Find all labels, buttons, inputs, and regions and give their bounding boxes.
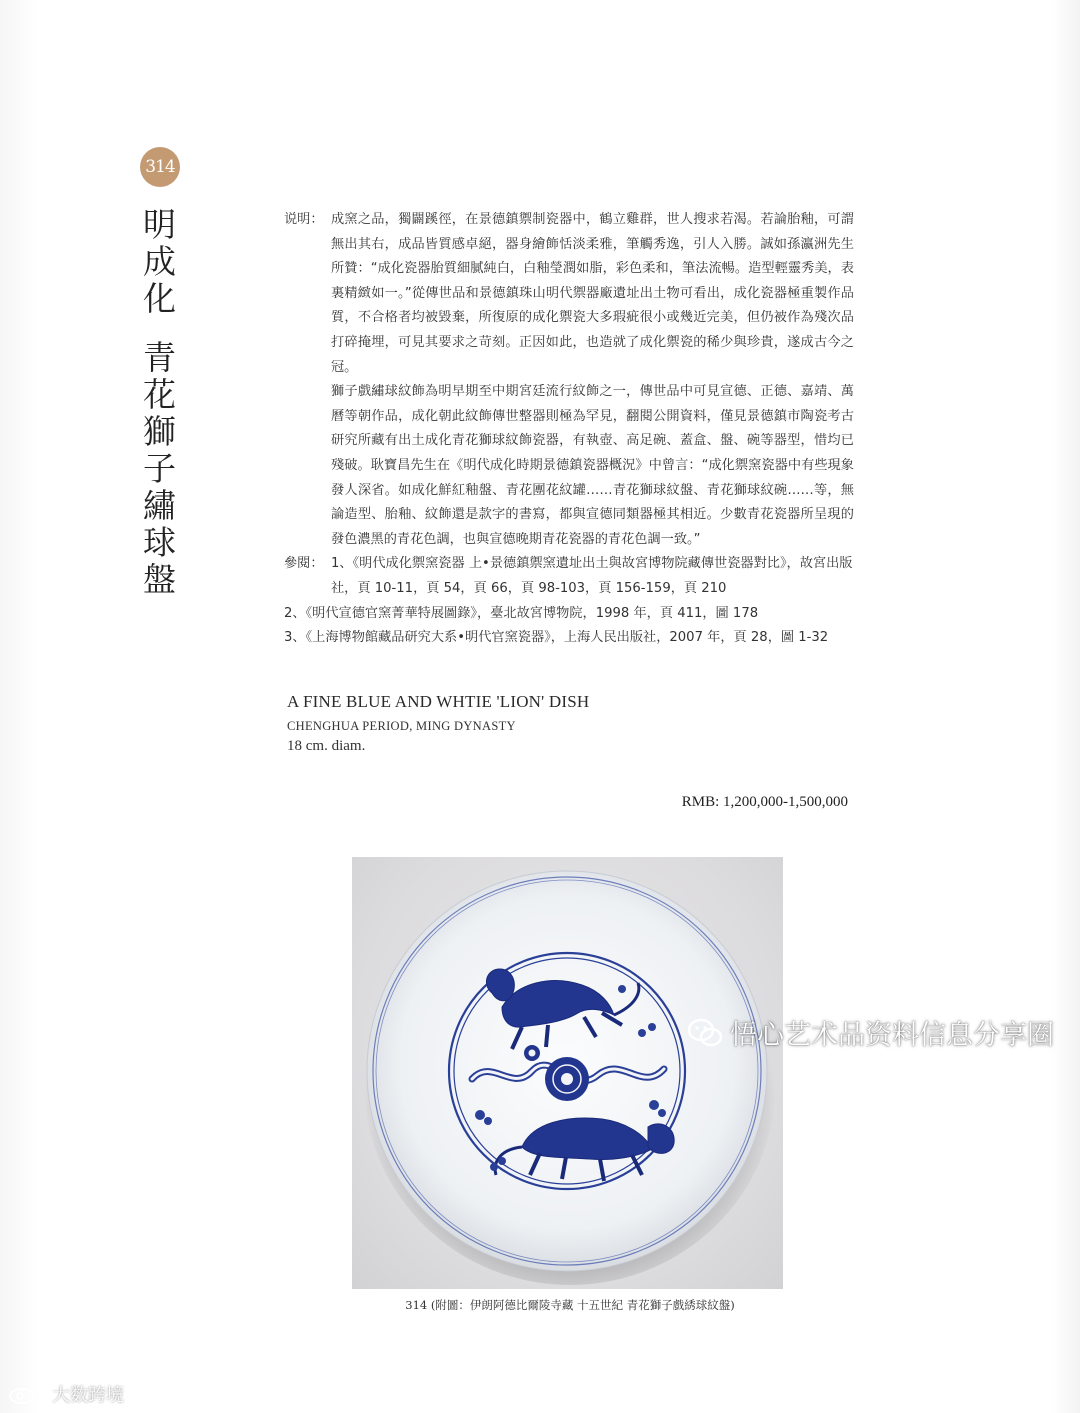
title-object: 青花獅子繡球盤 [138, 340, 177, 599]
description-label: 说明： [284, 212, 324, 227]
description-paragraph-1 [284, 208, 854, 380]
reference-item: 2、《明代宣德官窯菁華特展圖錄》，臺北故宮博物院，1998 年，頁 411，圖 178 [284, 605, 759, 621]
description-paragraph-2: 獅子戲繡球紋飾為明早期至中期宮廷流行紋飾之一，傳世品中可見宣德、正德、嘉靖、萬曆等朝作品，成化朝此紋飾傳世整器則極為罕見，翻閱公開資料，僅見景德鎮市陶瓷考古研究所藏有出土成化青花獅球紋飾瓷器，有執壺、高足碗、蓋盒、盤、碗等器型，惜均已殘破。耿寶昌先生在《明代成化時期景德鎮瓷器概況》中曾言：“成化禦窯瓷器中有些現象發人深省。如成化鮮紅釉盤、青花團花紋罐……青花獅球紋盤、青花獅球紋碗……等，無論造型、胎釉、紋飾還是款字的書寫，都與宣德同類器極其相近。少數青花瓷器所呈現的發色濃黑的青花色調，也與宣德晚期青花瓷器的青花色調一致。” [331, 384, 854, 547]
reference-item: 1、《明代成化禦窯瓷器 上•景德鎮禦窯遺址出土與故宮博物院藏傳世瓷器對比》，故宮出版社，頁 10-11，頁 54，頁 66，頁 98-103，頁 156-159，頁 210 [331, 556, 853, 596]
watermark-right [688, 1013, 1054, 1052]
watermark-left [8, 1381, 124, 1407]
dimensions: 18 cm. diam. [287, 738, 366, 754]
description-block [284, 208, 854, 651]
reference-item: 3、《上海博物館藏品研究大系•明代官窯瓷器》，上海人民出版社，2007 年，頁 28，圖 1-32 [284, 630, 829, 646]
description-text-1: 成窯之品，獨闢蹊徑，在景德鎮禦制瓷器中，鶴立雞群，世人搜求若渴。若論胎釉，可謂無出其右，成品皆質感卓絕，器身繪飾恬淡柔雅，筆觸秀逸，引人入勝。誠如孫瀛洲先生所贊：“成化瓷器胎質細膩純白，白釉瑩潤如脂，彩色柔和，筆法流暢。造型輕靈秀美，表裏精緻如一。”從傳世品和景德鎮珠山明代禦器廠遺址出土物可看出，成化瓷器極重製作品質，不合格者均被毀棄，所復原的成化禦瓷大多瑕疵很小或幾近完美，但仍被作為殘次品打碎掩埋，可見其要求之苛刻。正因如此，也造就了成化禦瓷的稀少與珍貴，遂成古今之冠。 [331, 212, 854, 375]
dish-photo [352, 857, 783, 1289]
title-dynasty: 明成化 [138, 207, 177, 318]
references-block [284, 552, 854, 650]
references-label: 參閱： [284, 556, 324, 572]
watermark-right-text: 悟心艺术品资料信息分享圈 [730, 1020, 1054, 1051]
dish-illustration [352, 857, 783, 1289]
weibo-icon [8, 1383, 48, 1405]
english-title: A FINE BLUE AND WHTIE 'LION' DISH [287, 692, 590, 711]
photo-caption: 314 (附圖：伊朗阿德比爾陵寺藏 十五世紀 青花獅子戲綉球紋盤) [405, 1298, 735, 1312]
estimate-price: RMB: 1,200,000-1,500,000 [681, 794, 848, 810]
lot-number-badge: 314 [140, 147, 180, 187]
wechat-icon [688, 1018, 722, 1048]
watermark-left-text: 大数跨境 [52, 1385, 124, 1406]
english-period: CHENGHUA PERIOD, MING DYNASTY [287, 719, 516, 733]
